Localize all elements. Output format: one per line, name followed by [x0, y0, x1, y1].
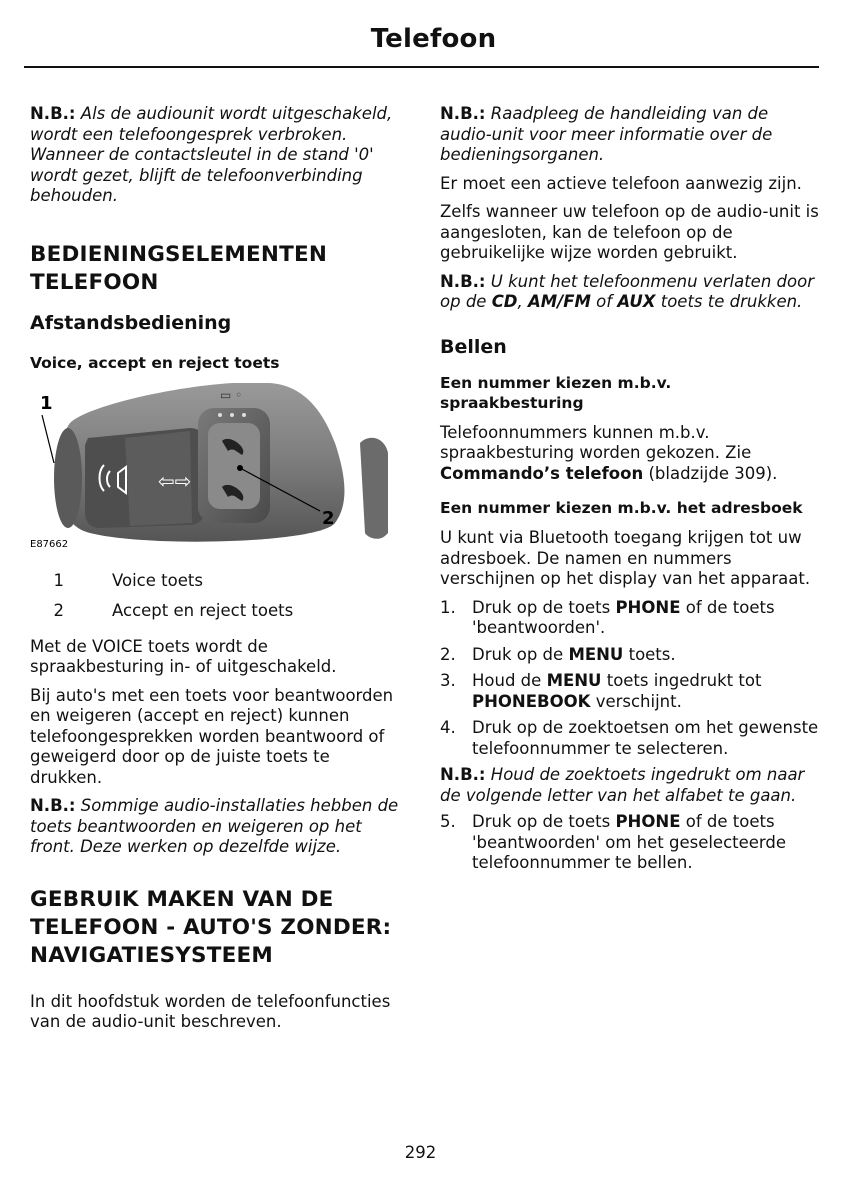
list-item	[440, 598, 820, 639]
heading-spraakbesturing: Een nummer kiezen m.b.v. spraakbesturing	[440, 373, 672, 412]
steering-stalk-illustration	[30, 383, 402, 553]
note-exit-menu	[440, 272, 820, 313]
step-text: Druk op de toets	[472, 812, 611, 831]
legend-label: Accept en reject toets	[112, 600, 294, 620]
note-audio-installations	[30, 796, 402, 858]
cross-reference: Commando’s telefoon	[440, 463, 644, 483]
legend-label: Voice toets	[112, 570, 203, 590]
step-number: 2.	[440, 644, 456, 664]
step-text: verschijnt.	[595, 691, 682, 711]
list-item	[440, 645, 820, 666]
nb-label: N.B.:	[30, 104, 76, 123]
step-text: Druk op de zoektoetsen om het gewenste telefoonnummer te selecteren.	[472, 718, 819, 758]
heading-line: BEDIENINGSELEMENTEN	[30, 241, 328, 267]
step-text: of de toets 'beantwoorden' om het geselecteerde telefoonnummer te bellen.	[472, 812, 787, 872]
note-manual	[440, 104, 820, 166]
paragraph-chapter-intro: In dit hoofdstuk worden de telefoonfuncties van de audio-unit beschreven.	[30, 991, 391, 1031]
legend-item	[30, 571, 402, 591]
left-column	[30, 104, 402, 1033]
key-cd: CD	[491, 292, 518, 311]
note-text: U kunt het telefoonmenu verlaten door op de	[440, 271, 814, 311]
step-number: 5.	[440, 812, 456, 831]
key-phonebook: PHONEBOOK	[472, 691, 591, 711]
note-text: Sommige audio-installaties hebben de toets beantwoorden en weigeren op het front. Deze werken op dezelfde wijze.	[30, 796, 399, 856]
title-rule	[24, 66, 819, 68]
heading-bedieningselementen	[30, 241, 402, 297]
figure-code: E87662	[30, 538, 69, 550]
nb-label: N.B.:	[440, 271, 486, 291]
nb-label: N.B.:	[30, 796, 76, 815]
list-item	[440, 718, 820, 759]
legend-number: 2	[53, 600, 64, 620]
arrows-icon: ⇦⇨	[158, 468, 192, 493]
heading-line: TELEFOON	[30, 269, 159, 295]
heading-adresboek: Een nummer kiezen m.b.v. het adresboek	[440, 499, 803, 517]
key-aux: AUX	[617, 292, 656, 311]
step-text: toets.	[628, 644, 676, 664]
heading-afstandsbediening: Afstandsbediening	[30, 311, 232, 334]
paragraph-bluetooth: U kunt via Bluetooth toegang krijgen tot uw adresboek. De namen en nummers verschijnen op het display van het apparaat.	[440, 528, 811, 588]
wiper-symbol: ▭ ◦	[220, 387, 243, 402]
step-text: toets ingedrukt tot	[606, 671, 762, 690]
key-menu: MENU	[568, 644, 624, 664]
legend-number: 1	[53, 570, 64, 590]
note-text: Houd de zoektoets ingedrukt om naar de volgende letter van het alfabet te gaan.	[440, 765, 805, 805]
step-number: 3.	[440, 671, 456, 690]
step-number: 4.	[440, 718, 456, 737]
note-text: of	[596, 292, 613, 311]
nb-label: N.B.:	[440, 104, 486, 123]
step-number: 1.	[440, 597, 456, 617]
step-text: Druk op de	[472, 644, 564, 664]
key-menu: MENU	[546, 671, 602, 690]
paragraph-active-phone: Er moet een actieve telefoon aanwezig zijn.	[440, 173, 802, 193]
legend-item	[30, 601, 402, 621]
list-item	[440, 671, 820, 712]
key-phone: PHONE	[615, 597, 681, 617]
step-text: Houd de	[472, 671, 542, 690]
heading-gebruik-maken	[30, 886, 402, 970]
note-search-key	[440, 765, 820, 806]
note-audio-unit	[30, 104, 402, 207]
callout-1: 1	[40, 392, 53, 414]
step-text: Druk op de toets	[472, 597, 611, 617]
heading-line: TELEFOON - AUTO'S ZONDER:	[30, 914, 392, 940]
paragraph-voice: Met de VOICE toets wordt de spraakbesturing in- of uitgeschakeld.	[30, 636, 337, 676]
heading-voice-accept-reject: Voice, accept en reject toets	[30, 353, 280, 372]
step-text: of de toets 'beantwoorden'.	[472, 597, 775, 637]
note-text: toets te drukken.	[660, 292, 803, 311]
paragraph-phone-usage: Zelfs wanneer uw telefoon op de audio-unit is aangesloten, kan de telefoon op de gebruikelijke wijze worden gebruikt.	[440, 202, 819, 262]
heading-line: NAVIGATIESYSTEEM	[30, 942, 273, 968]
page-number: 292	[404, 1143, 437, 1162]
note-text: Raadpleeg de handleiding van de audio-unit voor meer informatie over de bedieningsorganen.	[440, 104, 773, 164]
right-column	[440, 104, 820, 874]
paragraph-text: (bladzijde 309).	[648, 463, 778, 483]
separator: ,	[517, 292, 523, 311]
key-phone: PHONE	[615, 812, 681, 831]
paragraph-accept-reject: Bij auto's met een toets voor beantwoorden en weigeren (accept en reject) kunnen telefoongesprekken worden beantwoord of geweigerd door op de juiste toets te drukken.	[30, 685, 394, 787]
paragraph-voice-dial	[440, 423, 820, 485]
callout-2: 2	[322, 507, 335, 529]
page-title: Telefoon	[370, 24, 497, 54]
heading-bellen: Bellen	[440, 335, 507, 358]
note-text: Als de audiounit wordt uitgeschakeld, wordt een telefoongesprek verbroken. Wanneer de contactsleutel in de stand '0' wordt gezet, blijft de telefoonverbinding behouden.	[30, 104, 393, 205]
steering-control-figure	[30, 383, 402, 553]
heading-line: GEBRUIK MAKEN VAN DE	[30, 886, 334, 912]
nb-label: N.B.:	[440, 765, 486, 784]
key-amfm: AM/FM	[528, 292, 591, 311]
list-item	[440, 812, 820, 874]
paragraph-text: Telefoonnummers kunnen m.b.v. spraakbesturing worden gekozen. Zie	[440, 422, 752, 462]
